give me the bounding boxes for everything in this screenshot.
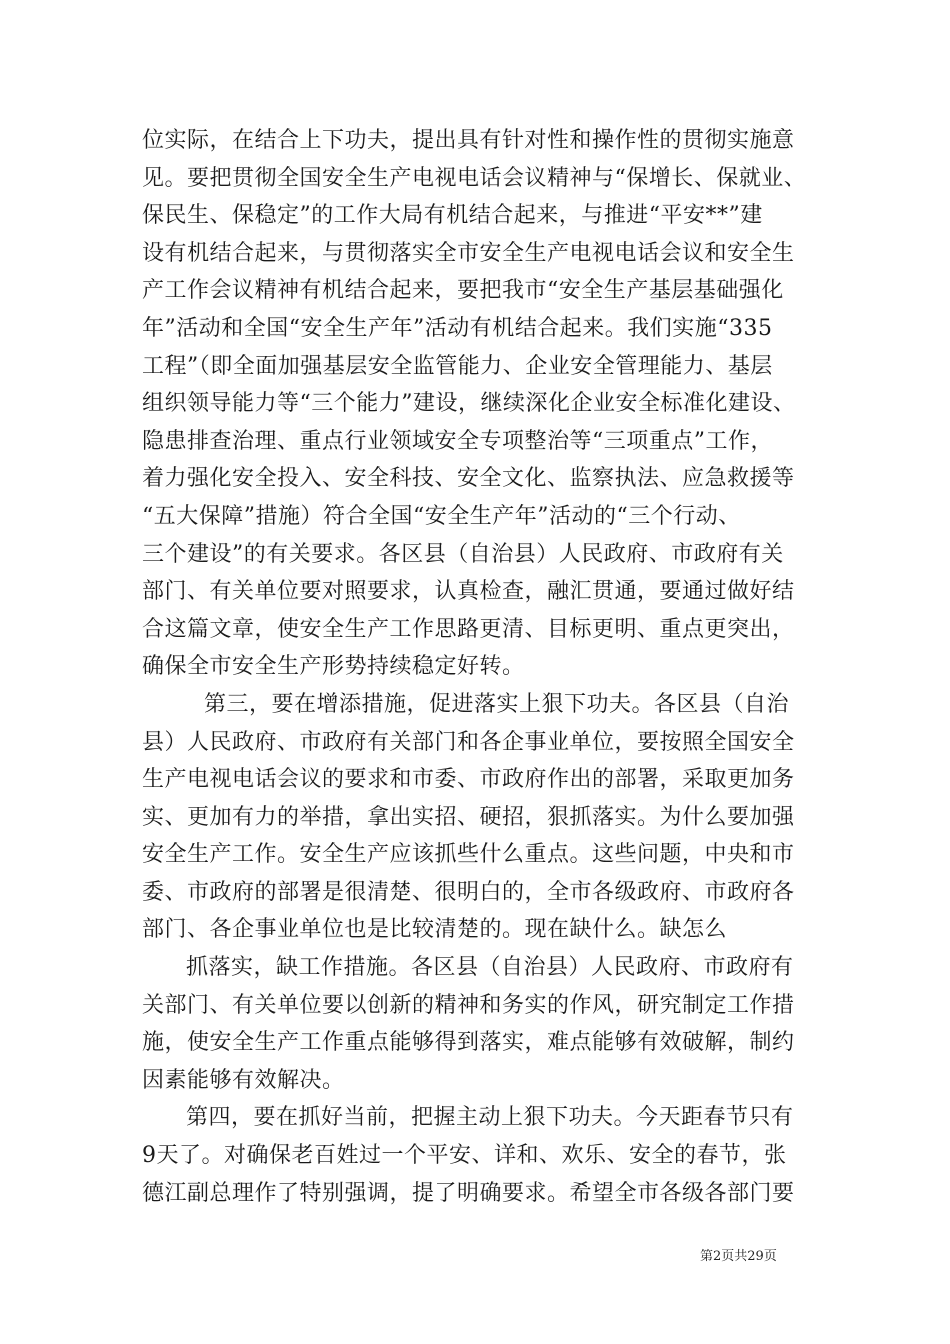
text-line: 县）人民政府、市政府有关部门和各企事业单位，要按照全国安全: [142, 729, 795, 755]
text-line: 年”活动和全国“安全生产年”活动有机结合起来。我们实施“335: [142, 315, 773, 341]
text-line: 设有机结合起来，与贯彻落实全市安全生产电视电话会议和安全生: [142, 240, 795, 266]
page-number-footer: 第2页共29页: [700, 1249, 777, 1264]
text-line: 部门、有关单位要对照要求，认真检查，融汇贯通，要通过做好结: [142, 579, 795, 605]
text-line: 保民生、保稳定”的工作大局有机结合起来，与推进“平安**”建: [142, 203, 763, 229]
text-line: 关部门、有关单位要以创新的精神和务实的作风，研究制定工作措: [142, 992, 795, 1018]
text-line: 因素能够有效解决。: [142, 1067, 345, 1093]
body-text: [142, 122, 822, 1212]
text-line: 组织领导能力等“三个能力”建设，继续深化企业安全标准化建设、: [142, 391, 796, 417]
text-line: 产工作会议精神有机结合起来，要把我市“安全生产基层基础强化: [142, 278, 784, 304]
text-line: 安全生产工作。安全生产应该抓些什么重点。这些问题，中央和市: [142, 842, 795, 868]
text-line: 见。要把贯彻全国安全生产电视电话会议精神与“保增长、保就业、: [142, 165, 807, 191]
text-line: 隐患排查治理、重点行业领域安全专项整治等“三项重点”工作，: [142, 428, 773, 454]
paragraph-start-line: 抓落实，缺工作措施。各区县（自治县）人民政府、市政府有: [186, 955, 794, 981]
text-line: 着力强化安全投入、安全科技、安全文化、监察执法、应急救援等: [142, 466, 795, 492]
text-line: 实、更加有力的举措，拿出实招、硬招，狠抓落实。为什么要加强: [142, 804, 795, 830]
text-line: 德江副总理作了特别强调，提了明确要求。希望全市各级各部门要: [142, 1180, 795, 1206]
text-line: 三个建设”的有关要求。各区县（自治县）人民政府、市政府有关: [142, 541, 784, 567]
text-line: 生产电视电话会议的要求和市委、市政府作出的部署，采取更加务: [142, 767, 795, 793]
paragraph-start-line: 第四，要在抓好当前，把握主动上狠下功夫。今天距春节只有: [186, 1105, 794, 1131]
text-line: 确保全市安全生产形势持续稳定好转。: [142, 654, 525, 680]
text-line: 合这篇文章，使安全生产工作思路更清、目标更明、重点更突出，: [142, 616, 795, 642]
text-line: 部门、各企事业单位也是比较清楚的。现在缺什么。缺怎么: [142, 917, 728, 943]
text-line: 委、市政府的部署是很清楚、很明白的，全市各级政府、市政府各: [142, 879, 795, 905]
paragraph-start-line: 第三，要在增添措施，促进落实上狠下功夫。各区县（自治: [204, 691, 790, 717]
text-line: 施，使安全生产工作重点能够得到落实，难点能够有效破解，制约: [142, 1030, 795, 1056]
text-line: 9天了。对确保老百姓过一个平安、详和、欢乐、安全的春节，张: [142, 1143, 787, 1169]
text-line: “五大保障”措施）符合全国“安全生产年”活动的“三个行动、: [142, 503, 741, 529]
text-line: 位实际，在结合上下功夫，提出具有针对性和操作性的贯彻实施意: [142, 128, 795, 153]
text-line: 工程”（即全面加强基层安全监管能力、企业安全管理能力、基层: [142, 353, 773, 379]
